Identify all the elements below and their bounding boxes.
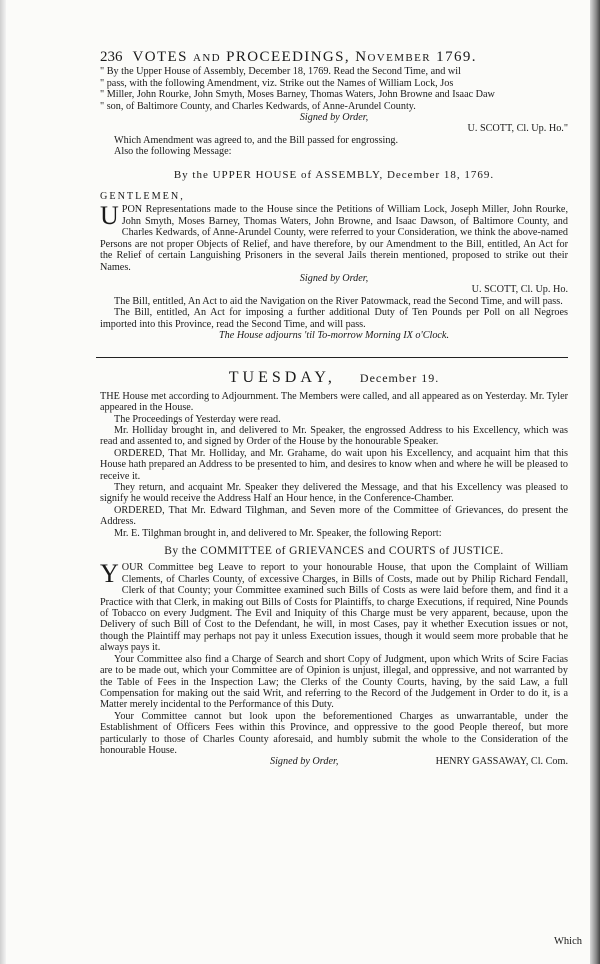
bill-negroes-duty: The Bill, entitled, An Act for imposing a further additional Duty of Ten Pounds per Poll on all Negroes imported into this Province, read the Second Time, and will pass. — [100, 307, 568, 330]
day-heading — [100, 369, 568, 387]
message-body — [100, 201, 568, 273]
page-content — [100, 49, 568, 768]
page-number: 236 — [100, 49, 123, 65]
report-paragraph-1-text: OUR Committee beg Leave to report to your honourable House, that upon the Complaint of William Clements, of Charles County, of excessive Charges, in Bills of Costs, made out by Philip Richard Fendall, Clerk of that County; your Committee examined such Bills of Costs as were laid before them, and find it a Practice with that Clerk, in making out Bills of Costs for Plaintiffs, to charge Executions, if required, Nine Pounds of Tobacco on every Judgment. The Evil and Iniquity of this Charge must be very apparent, because, upon the Delivery of such Bill of Cost to the Defendant, he will, in most Cases, pay it whether Execution issues or not, though the Plaintiff may perhaps not pay it unless Execution issues, though it would seem more probable that he always pays it. — [100, 562, 568, 654]
message-body-text: PON Representations made to the House since the Petitions of William Lock, Joseph Miller, John Rourke, John Smyth, Moses Barney, Thomas Waters, John Browne, and Isaac Dawson, of Baltimore County, and Charles Kedwards, of Anne-Arundel County, were referred to your Consideration, we think the above-named Persons are not proper Objects of Relief, and have therefore, by our Amendment to the Bill, entitled, An Act for the Relief of certain Languishing Prisoners in the several Jails therein mentioned, proposed to strike out their Names. — [100, 204, 568, 273]
house-met: THE House met according to Adjournment. The Members were called, and all appeared as on Yesterday. Mr. Tyler appeared in the House. — [100, 390, 568, 414]
following-message: Also the following Message: — [114, 146, 232, 158]
running-title: VOTES and PROCEEDINGS, November 1769. — [132, 49, 477, 65]
committee-heading: By the COMMITTEE of GRIEVANCES and COURTS of JUSTICE. — [164, 545, 504, 558]
message-heading: By the UPPER HOUSE of ASSEMBLY, December 18, 1769. — [173, 168, 495, 181]
amendment-agreed: Which Amendment was agreed to, and the Bill passed for engrossing. — [114, 134, 399, 146]
salutation: GENTLEMEN, — [100, 191, 185, 203]
they-return: They return, and acquaint Mr. Speaker they delivered the Message, and that his Excellency was pleased to signify he would receive the Address Half an Hour hence, in the Conference-Chamber. — [100, 482, 568, 505]
quoted-line-4: " son, of Baltimore County, and Charles Kedwards, of Anne-Arundel County. — [100, 100, 416, 112]
proceedings-read: The Proceedings of Yesterday were read. — [114, 413, 281, 425]
quoted-line-1: " By the Upper House of Assembly, December 18, 1769. Read the Second Time, and wil — [100, 66, 461, 78]
ordered-present-address: ORDERED, That Mr. Edward Tilghman, and Seven more of the Committee of Grievances, do present the Address. — [100, 504, 568, 528]
holliday-address: Mr. Holliday brought in, and delivered to Mr. Speaker, the engrossed Address to his Excellency, which was read and assented to, and signed by Order of the House by the honourable Speaker. — [100, 424, 568, 448]
quoted-line-3: " Miller, John Rourke, John Smyth, Moses Barney, Thomas Waters, John Browne and Isaac Daw — [100, 89, 495, 101]
signed-by-order-1: Signed by Order, — [299, 112, 369, 124]
bill-patowmack: The Bill, entitled, An Act to aid the Navigation on the River Patowmack, read the Second Time, and will pass. — [114, 295, 563, 307]
running-header — [100, 49, 568, 65]
page-right-edge-shadow — [590, 0, 600, 964]
signature-3: HENRY GASSAWAY, Cl. Com. — [435, 756, 568, 768]
signed-by-order-3: Signed by Order, — [270, 756, 339, 768]
catchword: Which — [554, 936, 582, 947]
tilghman-report: Mr. E. Tilghman brought in, and delivered to Mr. Speaker, the following Report: — [114, 527, 442, 539]
ordered-wait-upon: ORDERED, That Mr. Holliday, and Mr. Grahame, do wait upon his Excellency, and acquaint him that this House hath prepared an Address to be presented to him, and desires to know when and where he will be pleased to receive it. — [100, 447, 568, 482]
report-paragraph-1 — [100, 559, 568, 654]
drop-cap-y: Y — [100, 559, 119, 589]
day-name: TUESDAY, — [228, 369, 336, 387]
report-paragraph-2: Your Committee also find a Charge of Search and short Copy of Judgment, upon which Writs of Scire Facias are to be made out, which your Committee are of Opinion is unjust, illegal, and oppressive, and not warranted by the Table of Fees in the Inspection Law; the Clerks of the County Courts, having, by the said Law, a full Compensation for making out the said Writ, and referring to the Record of the Judgement in Order to do it, is a Matter merely incidental to the Performance of this Duty. — [100, 653, 568, 711]
page-left-edge — [0, 0, 6, 964]
day-date: December 19. — [359, 371, 440, 386]
signature-2: U. SCOTT, Cl. Up. Ho. — [471, 284, 568, 296]
drop-cap-u: U — [100, 201, 119, 231]
adjournment-note: The House adjourns 'til To-morrow Morning IX o'Clock. — [219, 329, 449, 341]
signature-1: U. SCOTT, Cl. Up. Ho." — [467, 123, 568, 135]
section-divider — [96, 357, 568, 358]
signed-by-order-2: Signed by Order, — [299, 272, 369, 284]
quoted-line-2: " pass, with the following Amendment, viz. Strike out the Names of William Lock, Jos — [100, 77, 454, 89]
report-signature-line — [100, 756, 568, 767]
report-paragraph-3: Your Committee cannot but look upon the beforementioned Charges as unwarrantable, under the Establishment of Officers Fees within this Province, and oppressive to the good People thereof, but more particularly to those of Charles County aforesaid, and humbly submit the whole to the Consideration of the honourable House. — [100, 710, 568, 756]
